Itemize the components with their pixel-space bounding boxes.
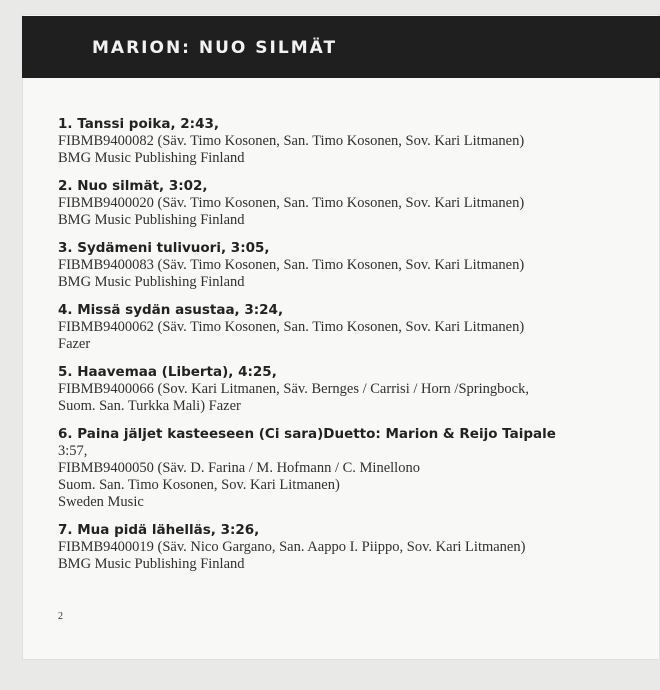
track-title: 7. Mua pidä lähelläs, 3:26, (58, 522, 260, 538)
track-credits-continued: Suom. San. Timo Kosonen, Sov. Kari Litmanen) (58, 477, 340, 493)
track-title: 5. Haavemaa (Liberta), 4:25, (58, 364, 277, 380)
track-title: 2. Nuo silmät, 3:02, (58, 178, 208, 194)
track-publisher: Fazer (58, 336, 91, 352)
title-banner (22, 16, 660, 78)
track-publisher: Sweden Music (58, 494, 144, 510)
track-credits: FIBMB9400062 (Säv. Timo Kosonen, San. Timo Kosonen, Sov. Kari Litmanen) (58, 319, 525, 335)
track-credits: FIBMB9400050 (Säv. D. Farina / M. Hofmann / C. Minellono (58, 460, 420, 476)
booklet-page (22, 14, 660, 660)
album-title: MARION: NUO SILMÄT (92, 38, 338, 58)
track-credits: FIBMB9400020 (Säv. Timo Kosonen, San. Timo Kosonen, Sov. Kari Litmanen) (58, 195, 525, 211)
track-publisher: BMG Music Publishing Finland (58, 150, 245, 166)
track-credits: FIBMB9400083 (Säv. Timo Kosonen, San. Timo Kosonen, Sov. Kari Litmanen) (58, 257, 525, 273)
page-number: 2 (58, 611, 63, 622)
track-item (58, 522, 648, 573)
track-publisher: BMG Music Publishing Finland (58, 212, 245, 228)
track-item (58, 426, 648, 511)
track-publisher: BMG Music Publishing Finland (58, 274, 245, 290)
track-title: 3. Sydämeni tulivuori, 3:05, (58, 240, 270, 256)
track-credits-continued: Suom. San. Turkka Mali) Fazer (58, 398, 241, 414)
track-credits: FIBMB9400066 (Sov. Kari Litmanen, Säv. Bernges / Carrisi / Horn /Springbock, (58, 381, 529, 397)
track-duration: 3:57, (58, 443, 88, 459)
track-publisher: BMG Music Publishing Finland (58, 556, 245, 572)
track-title: 1. Tanssi poika, 2:43, (58, 116, 219, 132)
track-item (58, 364, 648, 415)
track-item (58, 178, 648, 229)
track-title: 6. Paina jäljet kasteeseen (Ci sara)Duetto: Marion & Reijo Taipale (58, 426, 556, 442)
track-item (58, 240, 648, 291)
track-item (58, 116, 648, 167)
track-title: 4. Missä sydän asustaa, 3:24, (58, 302, 284, 318)
track-credits: FIBMB9400082 (Säv. Timo Kosonen, San. Timo Kosonen, Sov. Kari Litmanen) (58, 133, 525, 149)
track-credits: FIBMB9400019 (Säv. Nico Gargano, San. Aappo I. Piippo, Sov. Kari Litmanen) (58, 539, 526, 555)
track-list (58, 116, 648, 584)
track-item (58, 302, 648, 353)
